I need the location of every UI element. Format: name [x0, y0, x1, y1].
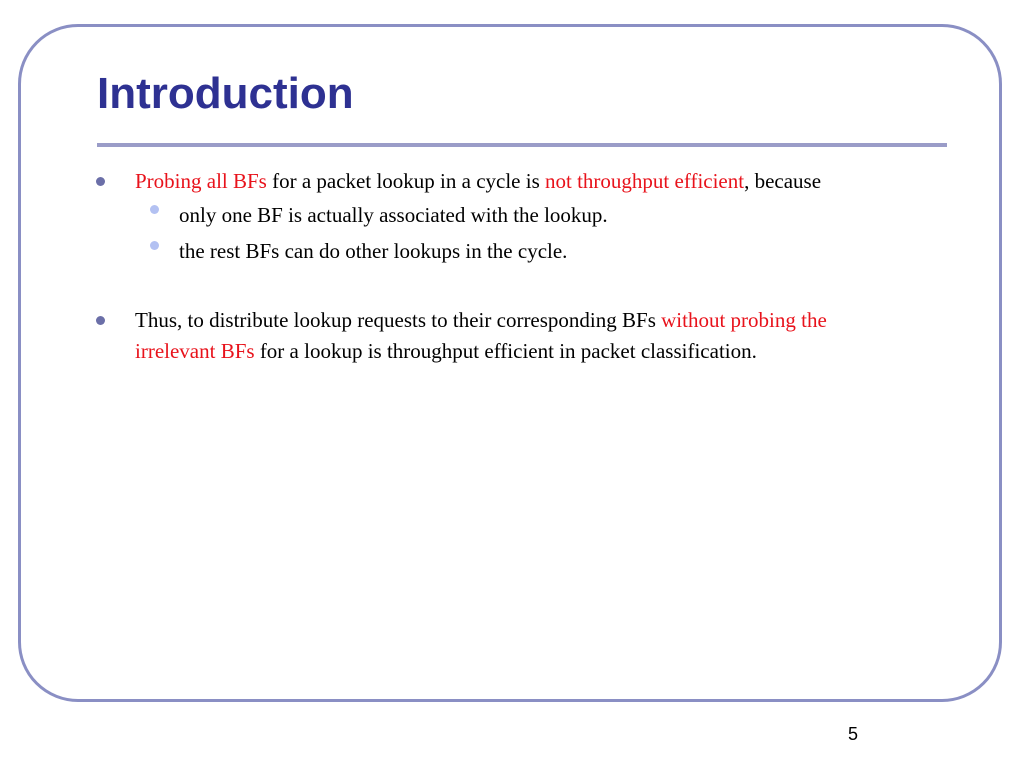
bullet-text-highlight: Probing all BFs: [135, 169, 267, 193]
bullet-text: for a lookup is throughput efficient in packet classification.: [254, 339, 757, 363]
bullet-text: Thus, to distribute lookup requests to their corresponding BFs: [135, 308, 662, 332]
bullet-dot-icon: [96, 316, 105, 325]
sub-bullet-text: only one BF is actually associated with the lookup.: [179, 203, 608, 227]
bullet-text-highlight: not throughput efficient: [545, 169, 745, 193]
title-underline: [97, 143, 947, 147]
slide-title: Introduction: [97, 69, 354, 118]
bullet-item: [92, 305, 892, 367]
bullet-text-highlight: without probing the irrelevant BFs: [135, 308, 827, 363]
bullet-text: for a packet lookup in a cycle is: [266, 169, 546, 193]
slide-content: [92, 166, 892, 367]
bullet-spacer: [92, 269, 892, 305]
bullet-text: , because: [744, 169, 822, 193]
page-number: 5: [848, 724, 859, 744]
bullet-item: [92, 166, 892, 197]
bullet-dot-icon: [96, 177, 105, 186]
sub-bullet-dot-icon: [150, 241, 159, 250]
sub-bullet-text: the rest BFs can do other lookups in the cycle.: [179, 239, 568, 263]
sub-bullet-item: [92, 197, 892, 233]
sub-bullet-dot-icon: [150, 205, 159, 214]
sub-bullet-item: [92, 233, 892, 269]
